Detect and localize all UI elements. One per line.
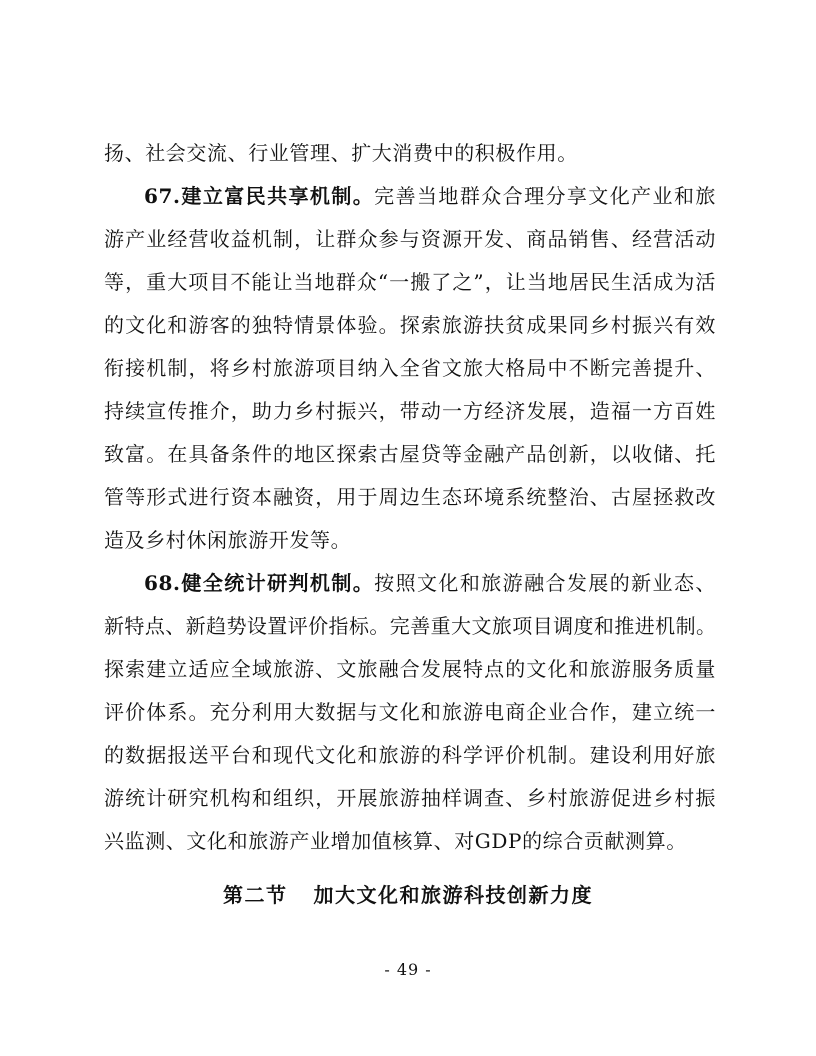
paragraph-line: 的文化和游客的独特情景体验。探索旅游扶贫成果同乡村振兴有效	[104, 313, 716, 337]
paragraph-line: 探索建立适应全域旅游、文旅融合发展特点的文化和旅游服务质量	[104, 657, 716, 681]
paragraph-line: 持续宣传推介，助力乡村振兴，带动一方经济发展，造福一方百姓	[104, 399, 716, 423]
paragraph-68-heading: 68.健全统计研判机制。	[144, 571, 375, 595]
paragraph-line: 衔接机制，将乡村旅游项目纳入全省文旅大格局中不断完善提升、	[104, 356, 716, 380]
paragraph-line: 致富。在具备条件的地区探索古屋贷等金融产品创新，以收储、托	[104, 442, 716, 466]
paragraph-68-first-line	[144, 571, 716, 595]
paragraph-67-first-line	[144, 184, 716, 208]
paragraph-line: 游统计研究机构和组织，开展旅游抽样调查、乡村旅游促进乡村振	[104, 786, 716, 810]
page-number: - 49 -	[384, 960, 432, 979]
paragraph-line: 造及乡村休闲旅游开发等。	[104, 528, 352, 552]
paragraph-line: 扬、社会交流、行业管理、扩大消费中的积极作用。	[104, 141, 578, 165]
paragraph-line: 评价体系。充分利用大数据与文化和旅游电商企业合作，建立统一	[104, 700, 716, 724]
paragraph-line: 新特点、新趋势设置评价指标。完善重大文旅项目调度和推进机制。	[104, 614, 716, 638]
paragraph-68-first-line-text: 按照文化和旅游融合发展的新业态、	[374, 571, 716, 595]
paragraph-line: 管等形式进行资本融资，用于周边生态环境系统整治、古屋拯救改	[104, 485, 716, 509]
paragraph-line: 游产业经营收益机制，让群众参与资源开发、商品销售、经营活动	[104, 227, 716, 251]
paragraph-line: 兴监测、文化和旅游产业增加值核算、对GDP的综合贡献测算。	[104, 829, 687, 853]
section-heading	[0, 882, 816, 908]
section-number: 第二节	[223, 883, 288, 907]
section-title: 加大文化和旅游科技创新力度	[313, 883, 593, 907]
paragraph-line: 等，重大项目不能让当地群众“一搬了之”，让当地居民生活成为活	[104, 270, 716, 294]
paragraph-67-heading: 67.建立富民共享机制。	[144, 184, 375, 208]
paragraph-line: 的数据报送平台和现代文化和旅游的科学评价机制。建设利用好旅	[104, 743, 716, 767]
paragraph-67-first-line-text: 完善当地群众合理分享文化产业和旅	[374, 184, 716, 208]
